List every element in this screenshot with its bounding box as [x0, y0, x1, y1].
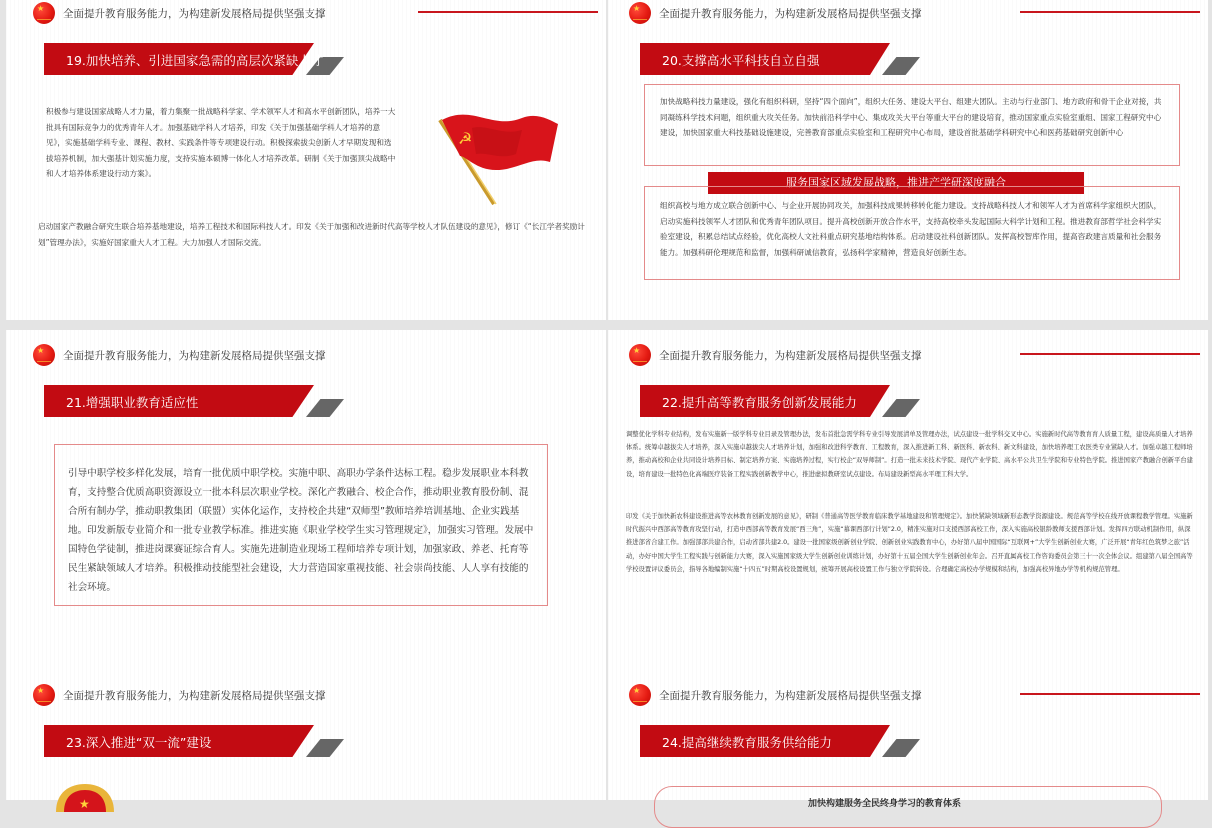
section-title-banner — [640, 43, 932, 75]
section-title: 24.提高继续教育服务供给能力 — [662, 735, 832, 750]
svg-text:★: ★ — [79, 797, 90, 811]
slide-24[interactable] — [608, 650, 1208, 809]
subsection-title: 服务国家区域发展战略，推进产学研深度融合 — [708, 172, 1084, 194]
section-title: 23.深入推进“双一流”建设 — [66, 735, 212, 750]
slide-header — [608, 342, 1208, 372]
flag-icon — [33, 2, 55, 24]
slide-header — [608, 0, 1208, 30]
svg-text:☭: ☭ — [458, 129, 473, 148]
slide-21[interactable] — [6, 330, 606, 650]
header-text: 全面提升教育服务能力，为构建新发展格局提供坚强支撑 — [659, 350, 922, 362]
header-text: 全面提升教育服务能力，为构建新发展格局提供坚强支撑 — [659, 690, 922, 702]
section-title-banner — [640, 385, 932, 417]
slide-19[interactable] — [6, 0, 606, 320]
body-paragraph-2: 启动国家产教融合研究生联合培养基地建设，培养工程技术和国际科技人才。印发《关于加强和改进新时代高等学校人才队伍建设的意见》，修订《“长江学者奖励计划”管理办法》，实施好国家重大人才工程。大力加强人才国际交流。 — [38, 222, 585, 247]
flag-icon — [629, 684, 651, 706]
header-rule — [418, 11, 598, 13]
header-text: 全面提升教育服务能力，为构建新发展格局提供坚强支撑 — [63, 350, 326, 362]
slide-header — [6, 682, 606, 712]
slide-header — [6, 0, 606, 30]
section-title: 19.加快培养、引进国家急需的高层次紧缺人才 — [66, 53, 324, 68]
partial-heading: 加快构建服务全民终身学习的教育体系 — [808, 799, 962, 809]
slide-23[interactable] — [6, 650, 606, 811]
body-paragraph-2: 印发《关于加快新农科建设推进高等农林教育创新发展的意见》，研制《普通高等医学教育临床教学基地建设和管理规定》。加快紧缺领域新形态教学资源建设。规范高等学校在线开放课程教学管理。实施新时代振兴中西部高等教育攻坚行动，打造中西部高等教育发展“西三角”，实施“慕课西部行计划”2.0，精准实施对口支援西部高校工作，深入实施高校银龄教师支援西部计划。发挥四方联动机制作用，纵深推进部省合建工作。加强部部共建合作，启动省部共建2.0。建设一批国家级创新创业学院、创新创业实践教育中心，办好第八届中国国际“互联网+”大学生创新创业大赛，广泛开展“青年红色筑梦之旅”活动，办好中国大学生工程实践与创新能力大赛，深入实施国家级大学生创新创业训练计划，办好第十五届全国大学生创新创业年会。召开直属高校工作咨询委员会第三十一次全体会议。组建第八届全国高等学校设置评议委员会，指导各地编制实施“十四五”时期高校设置规划，统筹开展高校设置工作与独立学院转设。合理确定高校办学规模和结构，加强高校异地办学等机构规范管理。 — [626, 513, 1193, 573]
flag-icon — [629, 344, 651, 366]
slide-header — [6, 342, 606, 372]
header-text: 全面提升教育服务能力，为构建新发展格局提供坚强支撑 — [659, 8, 922, 20]
header-rule — [1020, 11, 1200, 13]
section-title: 21.增强职业教育适应性 — [66, 395, 199, 410]
body-paragraph: 引导中职学校多样化发展，培育一批优质中职学校。实施中职、高职办学条件达标工程。稳步发展职业本科教育，支持整合优质高职资源设立一批本科层次职业学校。深化产教融合、校企合作，推动职业教育股份制、混合所有制办学，推动职教集团（联盟）实体化运作，支持校企共建“双师型”教师培养培训基地、企业实践基地。印发新版专业简介和一批专业教学标准。推进实施《职业学校学生实习管理规定》，加强实习管理。发展中国特色学徒制，推进岗课赛证综合育人。实施先进制造业现场工程师培养专项计划，加强家政、养老、托育等民生紧缺领域人才培养。积极推动技能型社会建设，大力营造国家重视技能、社会崇尚技能、人人享有技能的社会环境。 — [68, 468, 534, 593]
section-title: 20.支撑高水平科技自立自强 — [662, 53, 820, 68]
section-title-banner — [640, 725, 932, 757]
emblem-icon — [50, 782, 120, 812]
slide-20[interactable] — [608, 0, 1208, 320]
slide-header — [608, 682, 1208, 712]
flag-icon — [33, 684, 55, 706]
section-title-banner — [44, 725, 336, 757]
section-title-banner — [44, 43, 336, 75]
header-rule — [1020, 353, 1200, 355]
body-paragraph-2: 组织高校与地方成立联合创新中心、与企业开展协同攻关，加强科技成果转移转化能力建设。支持战略科技人才和领军人才为首席科学家组织大团队，启动实施科技领军人才团队和优秀青年团队项目。提升高校创新开放合作水平，支持高校牵头发起国际大科学计划和工程。推进教育部哲学社会科学实验室建设，积累总结试点经验，优化高校人文社科重点研究基地结构体系。启动建设社科创新团队。发挥高校智库作用，提高咨政建言质量和社会服务能力。加强科研伦理规范和监督，加强科研诚信教育，弘扬科学家精神，营造良好创新生态。 — [660, 201, 1162, 257]
flag-icon — [629, 2, 651, 24]
header-text: 全面提升教育服务能力，为构建新发展格局提供坚强支撑 — [63, 8, 326, 20]
section-title: 22.提升高等教育服务创新发展能力 — [662, 395, 857, 410]
header-rule — [1020, 693, 1200, 695]
slide-22[interactable] — [608, 330, 1208, 650]
flag-icon — [33, 344, 55, 366]
body-paragraph-1: 加快战略科技力量建设，强化有组织科研，坚持“四个面向”，组织大任务、建设大平台、组建大团队。主动与行业部门、地方政府和骨干企业对接，共同凝练科学技术问题，组织重大攻关任务。加快前沿科学中心、集成攻关大平台等重大平台的建设培育，推动国家重点实验室重组、国家工程研究中心建设，加快国家重大科技基础设施建设，完善教育部重点实验室和工程研究中心布局，建设首批基础学科研究中心和医药基础研究创新中心 — [660, 97, 1162, 137]
section-title-banner — [44, 385, 336, 417]
body-paragraph-1: 积极参与建设国家战略人才力量，着力集聚一批战略科学家、学术领军人才和高水平创新团队，培养一大批具有国际竞争力的优秀青年人才。加强基础学科人才培养，印发《关于加强基础学科人才培养的意见》，实施基础学科专业、课程、教材、实践条件等专项建设行动。积极探索拔尖创新人才早期发现和选拔培养机制，加大强基计划实施力度，支持实施本硕博一体化人才培养改革。研制《关于加强顶尖战略中和人才培养体系建设行动方案》。 — [46, 107, 396, 178]
header-text: 全面提升教育服务能力，为构建新发展格局提供坚强支撑 — [63, 690, 326, 702]
body-paragraph-1: 调整优化学科专业结构，发布实施新一版学科专业目录及管理办法，发布首批急需学科专业引导发展清单及管理办法，试点建设一批学科交叉中心。实施新时代高等教育育人质量工程，建设高质量人才培养体系。统筹卓越拔尖人才培养，深入实施卓越拔尖人才培养计划，加强和改进科学教育、工程教育，深入推进新工科、新医科、新农科、新文科建设，加快培养理工农医类专业紧缺人才。加强卓越工程师培养，推动高校和企业共同设计培养目标、制定培养方案、实施培养过程，实行校企“双导师制”。打造一批未来技术学院、现代产业学院、高水平公共卫生学院和专业特色学院。推进国家产教融合创新平台建设，培育建设一批特色化高端医疗装备工程实践创新教学中心，推进虚拟教研室试点建设。布局建设新型高水平理工科大学。 — [626, 431, 1193, 478]
party-flag-icon — [432, 100, 562, 210]
